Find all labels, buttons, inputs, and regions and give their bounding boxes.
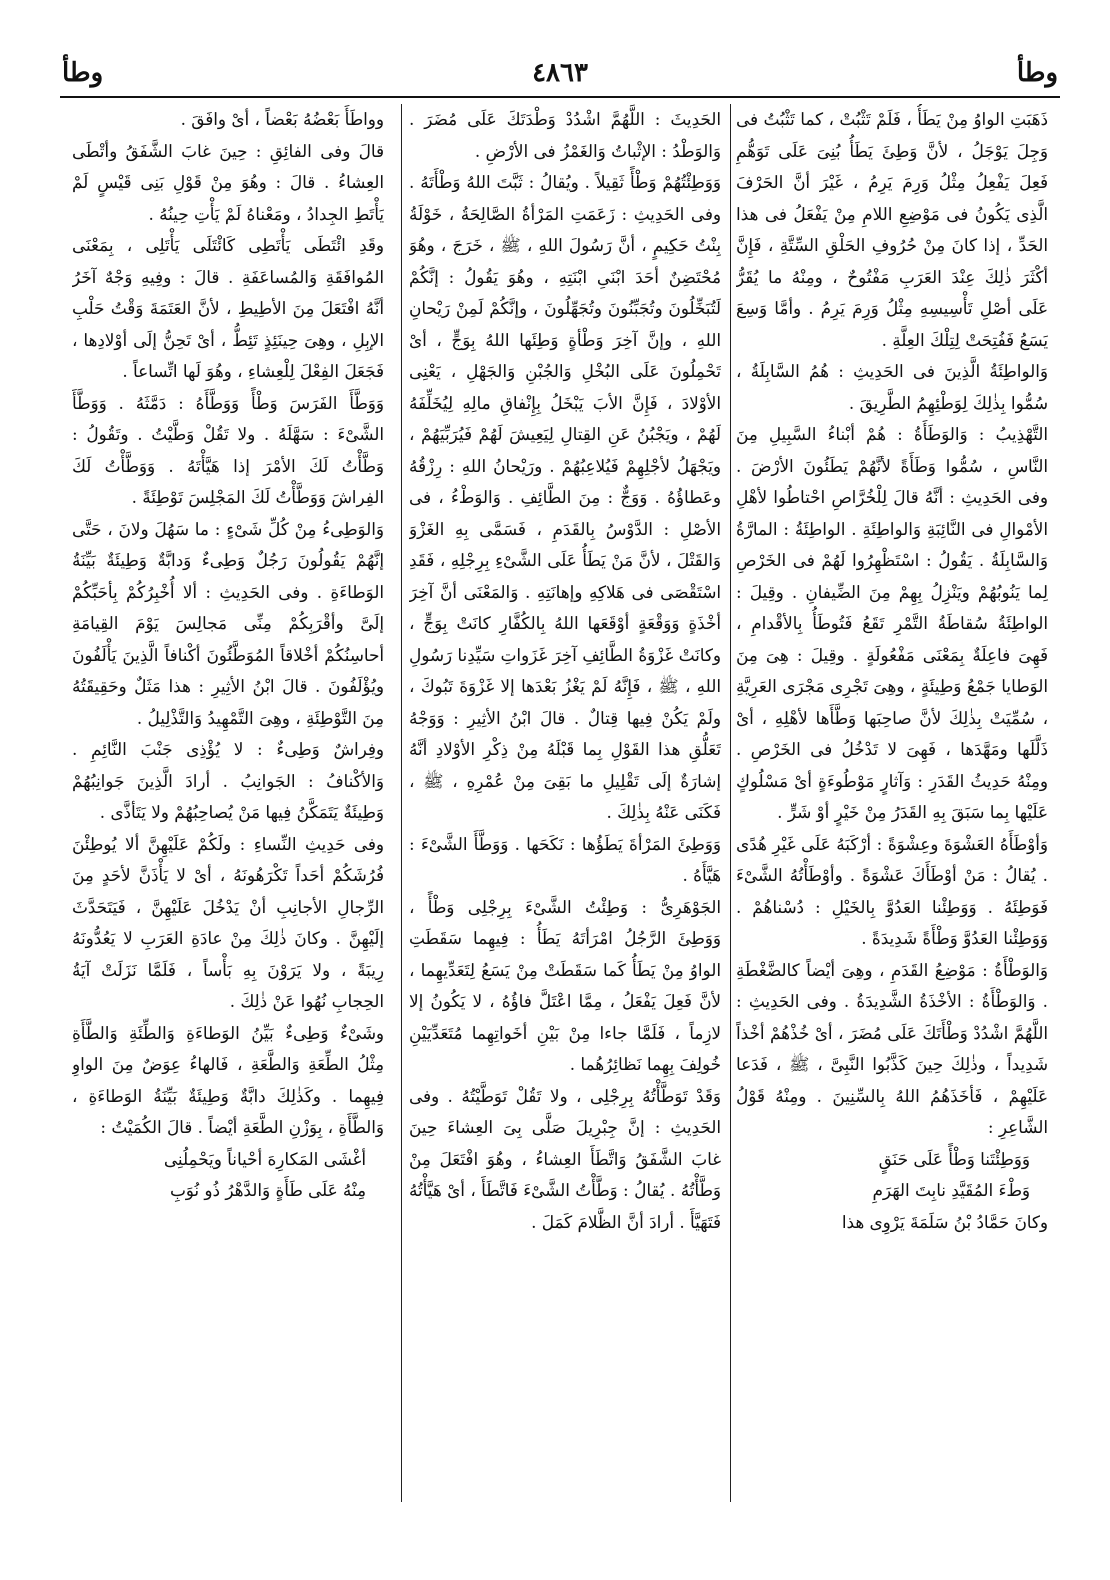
column-middle bbox=[409, 104, 721, 1504]
page-header bbox=[60, 52, 1060, 96]
paragraph: الجَوْهَرِىُّ : وَطِئْتُ الشَّىْءَ بِرِجْلِى وَطْأً ، وَوَطِئَ الرَّجُلُ امْرَأتَهُ يَطَأُ : فِيهِما سَقَطَتِ الواوُ مِنْ يَطَأُ كَما سَقَطَتْ مِنْ يَسَعُ لِتَعَدِّيهِما ، لأنَّ فَعِلَ يَفْعَلُ ، مِمَّا اعْتَلَّ فاؤُهُ ، لا يَكُونُ إلا لازِماً ، فَلَمَّا جاءا مِنْ بَيْنِ أخَواتِهِما مُتَعَدِّيَيْنِ خُولِفَ بِهِما نَظائِرُهُما . bbox=[409, 896, 721, 1074]
paragraph: وَالوَطِىءُ مِنْ كُلِّ شَىْءٍ : ما سَهُلَ ولانَ ، حَتَّى إنَّهُمْ يَقُولُونَ رَجُلٌ وَطِىءٌ وَدابَّةٌ وَطِيئَةٌ بَيِّنَةُ الوَطاءَةِ . وفى الحَدِيثِ : ألا أُخْبِرُكُمْ بِأحَبِّكُمْ إلَىَّ وأقْرَبِكُمْ مِنِّى مَجالِسَ يَوْمَ القِيامَةِ أحاسِنُكُمْ أخْلاقاً المُوَطَّئُونَ أكْنافاً الَّذِينَ يَأْلَفُونَ ويُؤْلَفُونَ . قالَ ابْنُ الأثِيرِ : هذا مَثَلٌ وحَقِيقَتُهُ مِنَ التَّوْطِئَةِ ، وهِىَ التَّمْهِيدُ وَالتَّذْلِيلُ . bbox=[72, 518, 384, 728]
verse-line: وَطْءَ المُقَيَّدِ نابِتَ الهَرَمِ bbox=[872, 1180, 1030, 1200]
paragraph: ذَهَبَتِ الواوُ مِنْ يَطَأُ ، فَلَمْ تَثْبُتْ ، كما تَثْبُتُ فى وَجِلَ يَوْجَلُ ، لأنَّ وَطِئَ يَطَأُ بُنِىَ عَلَى تَوَهُّمِ فَعِلَ يَفْعِلُ مِثْلُ وَرِمَ يَرِمُ ، غَيْرَ أنَّ الحَرْفَ الَّذِى يَكُونُ فى مَوْضِعِ اللامِ مِنْ يَفْعَلُ فى هذا الحَدِّ ، إذا كانَ مِنْ حُرُوفِ الحَلْقِ السِّتَّةِ ، فَإِنَّ أكْثَرَ ذٰلِكَ عِنْدَ العَرَبِ مَفْتُوحٌ ، ومِنْهُ ما يُقَرُّ عَلَى أصْلِ تَأْسِيسِهِ مِثْلُ وَرِمَ يَرِمُ . وأمَّا وَسِعَ يَسَعُ فَفُتِحَتْ لِتِلْكَ العِلَّةِ . bbox=[736, 109, 1048, 350]
paragraph: وقَدِ ائْتَطَى يَأْتَطِى كَائْتَلَى يَأْتَلِى ، بِمَعْنَى المُوافَقَةِ وَالمُساعَفَةِ . قالَ : وفِيهِ وَجْهٌ آخَرُ أنَّهُ افْتَعَلَ مِنَ الأطِيطِ ، لأنَّ العَتَمَةَ وَقْتُ حَلْبِ الإبِلِ ، وهِىَ حِينَئِذٍ تَئِطُّ ، أىْ تَحِنُّ إلَى أوْلادِها ، فَجَعَلَ الفِعْلَ لِلْعِشاءِ ، وهُوَ لَها اتِّساعاً . bbox=[72, 235, 384, 381]
column-divider bbox=[401, 104, 402, 1502]
header-rule bbox=[60, 96, 1060, 98]
paragraph: الحَدِيثَ : اللَّهُمَّ اشْدُدْ وَطْدَتَكَ عَلَى مُضَرَ . وَالوَطْدُ : الإثْباتُ وَالغَمْزُ فى الأرْضِ . bbox=[409, 109, 721, 161]
paragraph: وَقَدْ تَوَطَّأْتُهُ بِرِجْلِى ، ولا تَقُلْ تَوَطَّيْتُهُ . وفى الحَدِيثِ : إنَّ جِبْرِيلَ صَلَّى بِىَ العِشاءَ حِينَ غابَ الشَّفَقُ وَاتَّطَأَ العِشاءُ ، وهُوَ افْتَعَلَ مِنْ وَطَّأْتُهُ . يُقالُ : وَطَّأْتُ الشَّىْءَ فَاتَّطَأَ ، أىْ هَيَّأْتُهُ فَتَهَيَّأَ . أرادَ أنَّ الظَّلامَ كَمَلَ . bbox=[409, 1085, 721, 1232]
headword-right: وطأ bbox=[1016, 58, 1058, 88]
column-right bbox=[736, 104, 1048, 1504]
paragraph: التَّهْذِيبُ : وَالوَطَأَةُ : هُمْ أبْناءُ السَّبِيلِ مِنَ النَّاسِ ، سُمُّوا وَطَأَةً لأنَّهُمْ يَطَئُونَ الأرْضَ . وفى الحَدِيثِ : أنَّهُ قالَ لِلْخُرَّاصِ احْتاطُوا لأهْلِ الأمْوالِ فى النَّائِبَةِ وَالواطِئَةِ . الواطِئَةُ : المارَّةُ وَالسَّابِلَةُ . يَقُولُ : اسْتَظْهِرُوا لَهُمْ فى الخَرْصِ لِما يَنُوبُهُمْ ويَنْزِلُ بِهِمْ مِنَ الضِّيفانِ . وقِيلَ : الواطِئَةُ سُقاطَةُ التَّمْرِ تَقَعُ فَتُوطَأُ بِالأقْدامِ ، فَهِىَ فاعِلَةٌ بِمَعْنَى مَفْعُولَةٍ . وقِيلَ : هِىَ مِنَ الوَطايا جَمْعُ وَطِيئَةٍ ، وهِىَ تَجْرِى مَجْرَى العَرِيَّةِ ، سُمِّيَتْ بِذٰلِكَ لأنَّ صاحِبَها وَطَّأَها لأهْلِهِ ، أىْ ذَلَّلَها ومَهَّدَها ، فَهِىَ لا تَدْخُلُ فى الخَرْصِ . ومِنْهُ حَدِيثُ القَدَرِ : وَآثارٍ مَوْطُوءَةٍ أىْ مَسْلُوكٍ عَلَيْها بِما سَبَقَ بِهِ القَدَرُ مِنْ خَيْرٍ أوْ شَرٍّ . bbox=[736, 424, 1048, 822]
column-left bbox=[72, 104, 384, 1504]
paragraph: وفى حَدِيثِ النِّساءِ : ولَكُمْ عَلَيْهِنَّ ألا يُوطِئْنَ فُرُشَكُمْ أحَداً تَكْرَهُونَهُ ، أىْ لا يَأْذَنَّ لأحَدٍ مِنَ الرِّجالِ الأجانِبِ أنْ يَدْخُلَ عَلَيْهِنَّ ، فَيَتَحَدَّثَ إلَيْهِنَّ . وكانَ ذٰلِكَ مِنْ عادَةِ العَرَبِ لا يَعُدُّونَهُ رِيبَةً ، ولا يَرَوْنَ بِهِ بَأْساً ، فَلَمَّا نَزَلَتْ آيَةُ الحِجابِ نُهُوا عَنْ ذٰلِكَ . bbox=[72, 833, 384, 1011]
column-divider bbox=[730, 104, 731, 1502]
paragraph: وَوَطِئَ المَرْأةَ يَطَؤُها : نَكَحَها . وَوَطَّأَ الشَّىْءَ : هَيَّأَهُ . bbox=[409, 833, 721, 885]
paragraph: وواطَأَ بَعْضُهُ بَعْضاً ، أىْ وافَقَ . bbox=[180, 109, 384, 129]
paragraph: وَوَطِئْتُهُمْ وَطْأً ثَقِيلاً . ويُقالُ : ثَبَّتَ اللهُ وَطْأَتَهُ . وفى الحَدِيثِ : زَعَمَتِ المَرْأةُ الصَّالِحَةُ ، خَوْلَةُ بِنْتُ حَكِيمٍ ، أنَّ رَسُولَ اللهِ ، ﷺ ، خَرَجَ ، وهُوَ مُحْتَضِنٌ أحَدَ ابْنَىِ ابْنَتِهِ ، وهُوَ يَقُولُ : إنَّكُمْ لَتُبَخِّلُونَ وتُجَبِّنُونَ وتُجَهِّلُونَ ، وإنَّكُمْ لَمِنْ رَيْحانِ اللهِ ، وإنَّ آخِرَ وَطْأةٍ وَطِئَها اللهُ بِوَجٍّ ، أىْ تَحْمِلُونَ عَلَى البُخْلِ وَالجُبْنِ وَالجَهْلِ ، يَعْنِى الأوْلادَ ، فَإِنَّ الأبَ يَبْخَلُ بِإِنْفاقِ مالِهِ لِيُخَلِّفَهُ لَهُمْ ، ويَجْبُنُ عَنِ القِتالِ لِيَعِيشَ لَهُمْ فَيُرَبِّيَهُمْ ، ويَجْهَلُ لأجْلِهِمْ فَيُلاعِبُهُمْ . ورَيْحانُ اللهِ : رِزْقُهُ وعَطاؤُهُ . وَوَجٌّ : مِنَ الطَّائِفِ . وَالوَطْءُ ، فى الأصْلِ : الدَّوْسُ بِالقَدَمِ ، فَسَمَّى بِهِ الغَزْوَ وَالقَتْلَ ، لأنَّ مَنْ يَطَأُ عَلَى الشَّىْءِ بِرِجْلِهِ ، فَقَدِ اسْتَقْصَى فى هَلاكِهِ وإهانَتِهِ . وَالمَعْنَى أنَّ آخِرَ أخْذَةٍ وَوَقْعَةٍ أوْقَعَها اللهُ بِالكُفَّارِ كانَتْ بِوَجٍّ ، وكانَتْ غَزْوَةُ الطَّائِفِ آخِرَ غَزَواتِ سَيِّدِنا رَسُولِ اللهِ ، ﷺ ، فَإِنَّهُ لَمْ يَغْزُ بَعْدَها إلا غَزْوَةَ تَبُوكَ ، ولَمْ يَكُنْ فِيها قِتالٌ . قالَ ابْنُ الأثِيرِ : وَوَجْهُ تَعَلُّقِ هذا القَوْلِ بِما قَبْلَهُ مِنْ ذِكْرِ الأوْلادِ أنَّهُ إشارَةٌ إلَى تَقْلِيلِ ما بَقِىَ مِنْ عُمْرِهِ ، ﷺ ، فَكَنَى عَنْهُ بِذٰلِكَ . bbox=[409, 172, 721, 822]
verse-line: مِنْهُ عَلَى طَأَةٍ وَالدَّهْرُ ذُو نُوَبِ bbox=[169, 1180, 366, 1200]
paragraph: وَوَطَّأَ الفَرَسَ وَطْأً وَوَطَّأَهُ : دَمَّثَهُ . وَوَطَّأَ الشَّىْءَ : سَهَّلَهُ . ولا تَقُلْ وَطَّيْتُ . وتَقُولُ : وَطَّأْتُ لَكَ الأمْرَ إذا هَيَّأْتَهُ . وَوَطَّأْتُ لَكَ الفِراشَ وَوَطَّأْتُ لَكَ المَجْلِسَ تَوْطِئَةً . bbox=[72, 392, 384, 507]
paragraph: وكانَ حَمَّادُ بْنُ سَلَمَةَ يَرْوِى هذا bbox=[841, 1211, 1048, 1232]
paragraph: وفِراشٌ وَطِىءٌ : لا يُؤْذِى جَنْبَ النَّائِمِ . وَالأكْنافُ : الجَوانِبُ . أرادَ الَّذِينَ جَوانِبُهُمْ وَطِيئَةٌ يَتَمَكَّنُ فِيها مَنْ يُصاحِبُهُمْ ولا يَتَأذَّى . bbox=[72, 739, 384, 822]
headword-left: وطأ bbox=[62, 58, 104, 88]
paragraph: قالَ وفى الفائِقِ : حِينَ غابَ الشَّفَقُ وأتْطَى العِشاءُ . قالَ : وهُوَ مِنْ قَوْلِ بَنِى قَيْسٍ لَمْ يَأْتَطِ الجِدادُ ، ومَعْناهُ لَمْ يَأْتِ حِينُهُ . bbox=[72, 140, 384, 224]
paragraph: وَأوْطَأَهُ العَشْوَةَ وعِشْوَةً : أرْكَبَهُ عَلَى غَيْرِ هُدًى . يُقالُ : مَنْ أوْطَأَكَ عَشْوَةً . وأوْطَأْتُهُ الشَّىْءَ فَوَطِئَهُ . وَوَطِئْنا العَدُوَّ بِالخَيْلِ : دُسْناهُمْ . وَوَطِئْنا العَدُوَّ وَطْأَةً شَدِيدَةً . bbox=[736, 833, 1048, 948]
verse-line: وَوَطِئْتَنا وَطْأً عَلَى حَنَقٍ bbox=[878, 1148, 1030, 1169]
verse-line: أغْشَى المَكارِهَ أحْياناً ويَحْمِلُنِى bbox=[163, 1148, 366, 1169]
page-number: ٤٨٦٣ bbox=[532, 58, 588, 88]
paragraph: وشَىْءٌ وَطِىءٌ بَيِّنُ الوَطاءَةِ وَالطِّئَةِ وَالطَّأَةِ مِثْلُ الطِّعَةِ وَالطَّعَةِ ، فَالهاءُ عِوَضٌ مِنَ الواوِ فِيهِما . وكَذٰلِكَ دابَّةٌ وَطِيئَةٌ بَيِّنَةُ الوَطاءَةِ ، وَالطَّأَةِ ، بِوَزْنِ الطَّعَةِ أيْضاً . قالَ الكُمَيْتُ : bbox=[72, 1022, 384, 1137]
paragraph: وَالوَطْأَةُ : مَوْضِعُ القَدَمِ ، وهِىَ أيْضاً كالضَّغْطَةِ . وَالوَطْأَةُ : الأخْذَةُ الشَّدِيدَةُ . وفى الحَدِيثِ : اللَّهُمَّ اشْدُدْ وَطْأَتَكَ عَلَى مُضَرَ ، أىْ خُذْهُمْ أخْذاً شَدِيداً ، وذٰلِكَ حِينَ كَذَّبُوا النَّبِىَّ ، ﷺ ، فَدَعا عَلَيْهِمْ ، فَأخَذَهُمُ اللهُ بِالسِّنِينَ . ومِنْهُ قَوْلُ الشَّاعِرِ : bbox=[736, 959, 1048, 1137]
paragraph: وَالواطِئَةُ الَّذِينَ فى الحَدِيثِ : هُمُ السَّابِلَةُ ، سُمُّوا بِذٰلِكَ لِوَطْئِهِمُ الطَّرِيقَ . bbox=[736, 361, 1048, 413]
